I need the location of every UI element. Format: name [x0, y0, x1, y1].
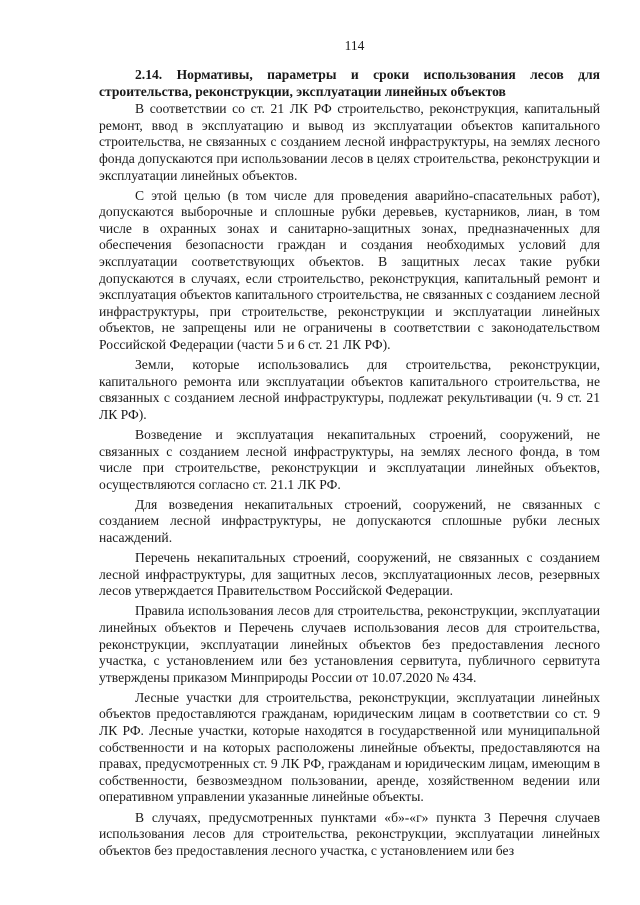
- section-title: 2.14. Нормативы, параметры и сроки использования лесов для строительства, реконструкции, эксплуатации линейных объектов: [99, 67, 600, 99]
- paragraph: Лесные участки для строительства, реконструкции, эксплуатации линейных объектов предоставляются гражданам, юридическим лицам в соответствии со ст. 9 ЛК РФ. Лесные участки, которые находятся в государственной или муниципальной собственности и на которых расположены линейные объекты, предоставляются на правах, предусмотренных ст. 9 ЛК РФ, гражданам и юридическим лицам, имеющим в собственности, безвозмездном пользовании, аренде, хозяйственном ведении или оперативном управлении указанные линейные объекты.: [99, 689, 600, 805]
- paragraph: Правила использования лесов для строительства, реконструкции, эксплуатации линейных объектов и Перечень случаев использования лесов для строительства, реконструкции, эксплуатации линейных объектов без предоставления лесного участка, с установлением или без установления сервитута, публичного сервитута утверждены приказом Минприроды России от 10.07.2020 № 434.: [99, 603, 600, 685]
- page-number: 114: [344, 38, 365, 53]
- paragraph: Для возведения некапитальных строений, сооружений, не связанных с созданием лесной инфраструктуры, не допускаются сплошные рубки лесных насаждений.: [99, 496, 600, 546]
- paragraph: Земли, которые использовались для строительства, реконструкции, капитального ремонта или эксплуатации объектов капитального строительства, не связанных с созданием лесной инфраструктуры, подлежат рекультивации (ч. 9 ст. 21 ЛК РФ).: [99, 357, 600, 422]
- paragraph: С этой целью (в том числе для проведения аварийно-спасательных работ), допускаются выборочные и сплошные рубки деревьев, кустарников, лиан, в том числе в охранных зонах и санитарно-защитных зонах, предназначенных для обеспечения безопасности граждан и создания необходимых условий для эксплуатации соответствующих объектов. В защитных лесах такие рубки допускаются в случаях, если строительство, реконструкция, капитальный ремонт и эксплуатация объектов капитального строительства, не связанных с созданием лесной инфраструктуры, при строительстве, реконструкции и эксплуатации линейных объектов, не запрещены или не ограничены в соответствии с законодательством Российской Федерации (части 5 и 6 ст. 21 ЛК РФ).: [99, 187, 600, 352]
- paragraph: В случаях, предусмотренных пунктами «б»-«г» пункта 3 Перечня случаев использования лесов для строительства, реконструкции, эксплуатации линейных объектов без предоставления лесного участка, с установлением или без: [99, 809, 600, 858]
- paragraph: Возведение и эксплуатация некапитальных строений, сооружений, не связанных с созданием лесной инфраструктуры, на землях лесного фонда, в том числе при строительстве, реконструкции и эксплуатации линейных объектов, осуществляются согласно ст. 21.1 ЛК РФ.: [99, 426, 600, 492]
- paragraph: В соответствии со ст. 21 ЛК РФ строительство, реконструкция, капитальный ремонт, ввод в эксплуатацию и вывод из эксплуатации объектов капитального строительства, не связанных с созданием лесной инфраструктуры, на землях лесного фонда допускаются при использовании лесов в целях строительства, реконструкции и эксплуатации линейных объектов.: [99, 101, 600, 183]
- paragraph: Перечень некапитальных строений, сооружений, не связанных с созданием лесной инфраструктуры, для защитных лесов, эксплуатационных лесов, резервных лесов утверждается Правительством Российской Федерации.: [99, 550, 600, 599]
